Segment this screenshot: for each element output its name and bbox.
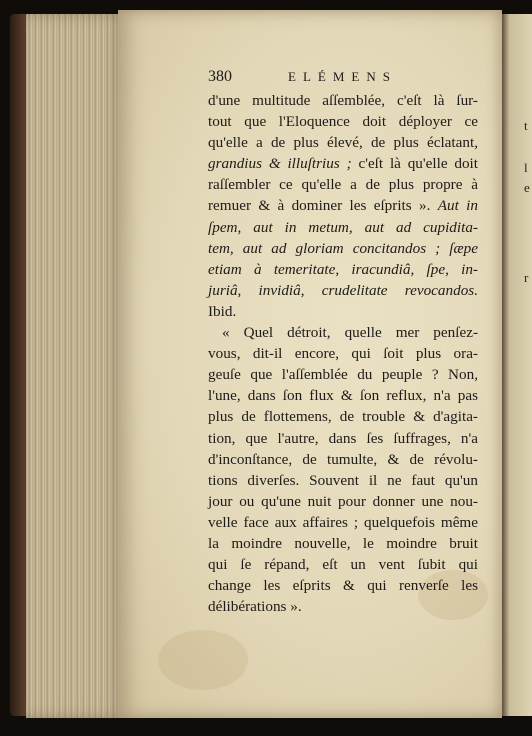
page-number: 380 [208, 68, 232, 85]
facing-page-edge [502, 14, 532, 716]
text-line: « Quel détroit, quelle mer penſez- [222, 324, 478, 342]
text-line: plus de flottemens, de trouble & d'agita- [208, 408, 478, 426]
text-line: l'une, dans ſon flux & ſon reflux, n'a pas [208, 387, 478, 405]
text-line: d'une multitude aſſemblée, c'eſt là ſur- [208, 92, 478, 109]
text-line: geuſe que l'aſſemblée du peuple ? Non, [208, 366, 478, 384]
page-header [208, 68, 488, 88]
text-fragment: remuer & à dominer les eſprits ». [208, 197, 438, 215]
text-line: délibérations ». [208, 598, 302, 616]
latin-quote: grandius & illuſtrius ; [208, 155, 352, 173]
text-line: tion, que l'autre, dans ſes ſuffrages, n'a [208, 429, 478, 447]
running-title: ELÉMENS [288, 69, 397, 84]
text-line: qui ſe répand, eſt un vent ſubit qui [208, 556, 478, 574]
page-text [208, 90, 478, 617]
facing-page-letter: t [524, 118, 528, 133]
text-line: change les eſprits & qui renverſe les [208, 577, 478, 595]
facing-page-letter: e [524, 180, 530, 195]
text-line [208, 195, 478, 216]
latin-quote-line: juriâ, invidiâ, crudelitate revocandos. [208, 281, 478, 299]
facing-page-letter: r [524, 270, 529, 285]
text-line: velle face aux affaires ; quelquefois même [208, 513, 478, 531]
text-line: la moindre nouvelle, le moindre bruit [208, 534, 478, 552]
text-line: qu'elle a de plus élevé, de plus éclatant, [208, 134, 478, 152]
text-line: tions diverſes. Souvent il ne faut qu'un [208, 471, 478, 489]
text-line: tout que l'Eloquence doit déployer ce [208, 113, 478, 131]
text-line [208, 153, 478, 174]
facing-page-letter: l [524, 160, 528, 175]
latin-quote-line: etiam à temeritate, iracundiâ, ſpe, in- [208, 260, 478, 278]
text-fragment: c'eſt là qu'elle doit [351, 155, 478, 173]
text-line: raſſembler ce qu'elle a de plus propre à [208, 176, 478, 194]
text-line: jour ou qu'une nuit pour donner une nou- [208, 492, 478, 510]
text-line: vous, dit-il encore, qui ſoit plus ora- [208, 345, 478, 363]
text-line: d'inconſtance, de tumulte, & de révolu- [208, 450, 478, 468]
latin-quote: Aut in [437, 197, 478, 215]
paper-stain [158, 630, 248, 690]
citation: Ibid. [208, 302, 237, 320]
latin-quote-line: tem, aut ad gloriam concitandos ; ſæpe [208, 239, 478, 257]
latin-quote-line: ſpem, aut in metum, aut ad cupidita- [208, 218, 478, 236]
page-stack-edge [26, 14, 126, 718]
